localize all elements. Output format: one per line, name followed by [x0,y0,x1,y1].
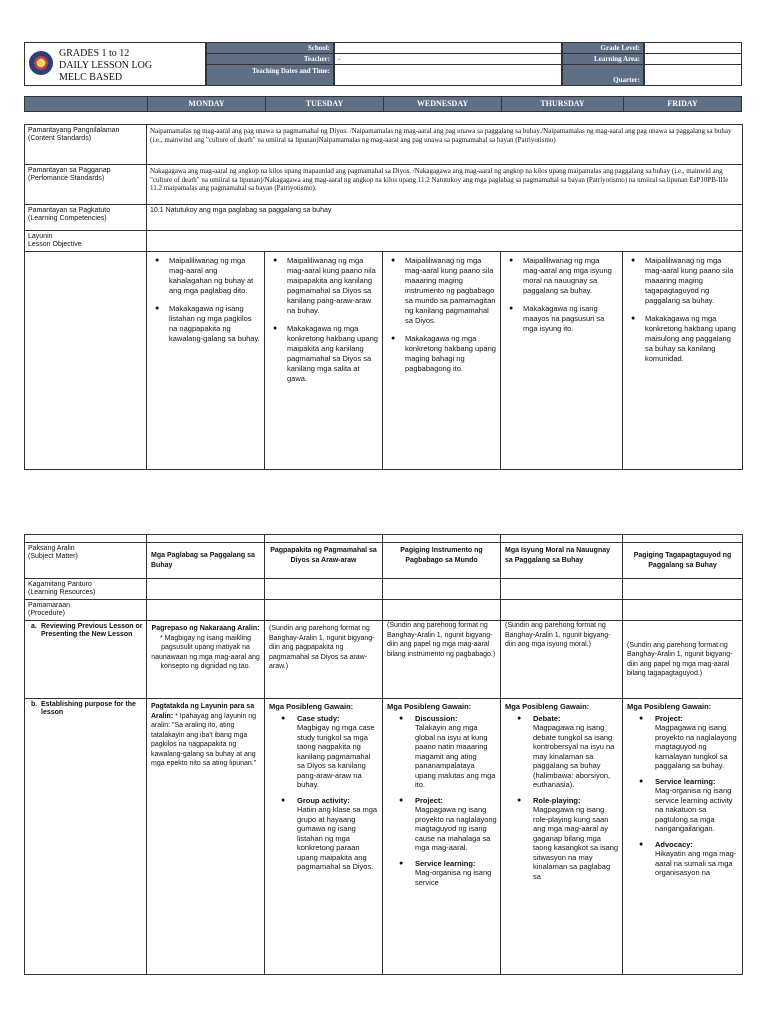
blank-cell [147,535,265,543]
learning-competencies-label [25,205,147,231]
performance-standards-title: Pamantayan sa Pagganap [28,167,111,174]
subject-friday: Pagiging Tagapagtaguyod ng Paggalang sa Buhay [623,543,743,579]
teacher-field[interactable]: - [334,53,562,65]
day-header-bar [24,96,742,112]
quarter-label: Quarter: [562,64,644,86]
day-wednesday: WEDNESDAY [383,97,501,111]
activity-text: Magpagawa ng isang proyekto na naglalayong magtaguyod ng kamalayan tungkol sa paggalang sa buhay. [655,723,737,770]
blank-cell [265,579,383,600]
subject-thursday: Mga Isyung Moral na Nauugnay sa Paggalang sa Buhay [501,543,623,579]
subject-matter-sub: (Subject Matter) [28,553,78,560]
blank-cell [501,579,623,600]
blank-cell [383,579,501,600]
procedure-a-tuesday: (Sundin ang parehong format ng Banghay-Aralin 1, ngunit bigyang-diin ang pagpapakita ng pagmamahal sa Diyos sa araw-araw.) [265,621,383,699]
performance-standards-sub: (Perfomance Standards) [28,175,105,182]
teaching-dates-label: Teaching Dates and Time: [206,64,334,86]
log-title [59,48,152,84]
lesson-objective-label [25,231,147,252]
learning-competencies-text: 10.1 Natutukoy ang mga paglabag sa paggalang sa buhay [147,205,743,231]
teacher-label: Teacher: [206,53,334,65]
activities-heading: Mga Posibleng Gawain: [269,702,354,711]
review-text: * Magbigay ng isang maikling pagsusulit upang matiyak na naunawaan ng mga mag-aaral ang konsepto ng dignidad ng tao. [151,634,260,670]
subject-wednesday: Pagiging Instrumento ng Pagbabago sa Mundo [383,543,501,579]
procedure-a-row [25,621,743,699]
procedure-b-num: b. [31,701,38,708]
lesson-objective-sub: Lesson Objective [28,241,82,248]
day-thursday: THURSDAY [501,97,623,111]
list-item [269,796,379,872]
objective-bullets-row [25,252,743,470]
content-standards-text: Naipamamalas ng mag-aaral ang pag unawa sa pagmamahal ng Diyos. /Naipamamalas ng mag-aaral ang pag unawa sa paggalang sa buhay./Naipamamalas ng mag-aaral ang pag unawa sa paggalang sa buhay (i.e., mainwind ang "culture of death" na umiiral sa lipunan)Naipamamalas ng mag-aaral ang pag unawa sa pagmamahal sa bayan (Patriyotismo) [147,125,743,165]
activity-text: Magpagawa ng isang debate tungkol sa isang kontrobersyal na isyu na may kinalaman sa paggalang sa buhay (halimbawa: aborsiyon, euthanasia). [533,723,615,789]
activity-title: ● Project: [655,713,683,723]
procedure-a-thursday: (Sundin ang parehong format ng Banghay-Aralin 1, ngunit bigyang-diin ang mga isyung moral.) [501,621,623,699]
procedure-b-monday [147,699,265,975]
list-item: ● Makakagawa ng mga konkretong hakbang upang maisulong ang paggalang sa buhay sa kanilang komunidad. [631,314,738,364]
objectives-table [24,124,743,470]
learning-resources-row [25,579,743,600]
objective-bullets-spacer [25,252,147,470]
blank-cell [383,535,501,543]
objective-col-friday [623,252,743,470]
blank-cell [623,600,743,621]
teaching-dates-field[interactable] [334,64,562,86]
log-title-line: MELC BASED [59,72,123,83]
blank-cell [623,535,743,543]
lesson-log-header [24,42,742,86]
activity-title: ● Service learning: [415,858,476,868]
purpose-title: Pagtatakda ng Layunin para sa Aralin: [151,703,255,720]
list-item: ● Makakagawa ng isang maayos na pagsusuri sa mga isyung ito. [509,304,618,334]
list-item [627,714,739,771]
list-item [505,796,619,882]
lesson-objective-title: Layunin [28,233,53,240]
lesson-objective-empty [147,231,743,252]
activity-title: ● Group activity: [297,795,350,805]
procedure-b-row [25,699,743,975]
review-title: Pagrepaso ng Nakaraang Aralin: [151,625,260,632]
activity-title: ● Discussion: [415,713,458,723]
objective-col-thursday [501,252,623,470]
procedure-row [25,600,743,621]
list-item [505,714,619,790]
log-title-line: GRADES 1 to 12 [59,48,130,59]
list-item: ● Maipaliliwanag ng mga mag-aaral ang kahalagahan ng buhay at ang mga paglabag dito. [155,256,260,296]
learning-area-label: Learning Area: [562,53,644,65]
purpose-text: * Ipahayag ang layunin ng aralin: "Sa araling ito, ating tatalakayin ang iba't ibang mga pagkilos na nagpapakita ng kawalang-galang sa buhay at ang mga epekto nito sa ating lipunan." [151,712,257,767]
grade-level-label: Grade Level: [562,42,644,54]
activity-title: ● Advocacy: [655,839,693,849]
lesson-table [24,534,743,975]
activity-title: ● Debate: [533,713,561,723]
deped-logo-box [24,42,206,86]
activity-title: ● Role-playing: [533,795,581,805]
blank-cell [383,600,501,621]
list-item: ● Makakagawa ng mga konkretong hakbang upang maging bahagi ng pagbabagong ito. [391,334,496,374]
blank-cell [501,600,623,621]
list-item [269,714,379,790]
school-label: School: [206,42,334,54]
activity-text: Magbigay ng mga case study tungkol sa mga taong nagpakita ng kanilang pagmamahal sa Diyos sa kanilang pang-araw-araw na buhay. [297,723,375,789]
performance-standards-row [25,165,743,205]
list-item: ● Maipaliliwanag ng mga mag-aaral ang mga isyung moral na nauugnay sa paggalang sa buhay. [509,256,618,296]
list-item [387,714,497,790]
activity-text: Talakayin ang mga global na isyu at kung paano natin maaaring magamit ang ating pananampalataya upang malutas ang mga ito. [415,723,496,789]
procedure-a-text: Reviewing Previous Lesson or Presenting the New Lesson [41,623,143,638]
procedure-b-wednesday [383,699,501,975]
objective-col-tuesday [265,252,383,470]
procedure-b-text: Establishing purpose for the lesson [41,701,136,716]
objective-col-monday [147,252,265,470]
activity-text: Mag-organisa ng isang service learning activity na nakatuon sa pagtulong sa mga nangangailangan. [655,786,733,833]
performance-standards-text: Nakagagawa ang mag-aaral ng angkop na kilos upang mapaunlad ang pagmamahal sa Diyos. /Nakagagawa ang mag-aaral ng angkop na kilos upang maipamalas ang paggalang sa buhay (i.e., mainwid ang "culture of death" na umiiral sa lipunan)/Nakagagawa ang mag-aaral ng angkop na kilos upang 11.2 Natutukoy ang mga paglabag sa pagmamahal sa bayan (Patriyotismo) na umiiral sa lipunan EsP10PB-IIIe 11.2 maipamalas ang pagmamahal sa bayan (Patriyotismo). [147,165,743,205]
objective-col-wednesday [383,252,501,470]
activity-text: Hatiin ang klase sa mga grupo at hayaang gumawa ng isang listahan ng mga konkretong paraan upang maipakita ang pagmamahal sa Diyos. [297,805,378,871]
procedure-b-thursday [501,699,623,975]
subject-matter-title: Paksang Aralin [28,545,75,552]
performance-standards-label [25,165,147,205]
activity-title: ● Case study: [297,713,340,723]
activity-text: Magpagawa ng isang proyekto na naglalayong magtaguyod ng isang cause na mahalaga sa mga mag-aaral. [415,805,497,852]
lesson-top-row [25,535,743,543]
list-item: ● Maipaliliwanag ng mga mag-aaral kung paano sila maaaring maging instrumento ng pagbabago sa mundo sa pamamagitan ng kanilang pagmamahal sa Diyos. [391,256,496,326]
blank-cell [25,535,147,543]
learning-competencies-row [25,205,743,231]
procedure-a-friday: (Sundin ang parehong format ng Banghay-Aralin 1, ngunit bigyang-diin ang papel ng mga mag-aaral bilang tagapagtaguyod.) [623,621,743,699]
subject-matter-row [25,543,743,579]
activities-heading: Mga Posibleng Gawain: [505,702,590,711]
learning-resources-sub: (Learning Resources) [28,589,96,596]
procedure-title: Pamamaraan [28,602,71,609]
list-item [387,859,497,888]
lesson-objective-row [25,231,743,252]
procedure-a-monday [147,621,265,699]
activity-title: ● Service learning: [655,776,716,786]
content-standards-row [25,125,743,165]
list-item: ● Makakagawa ng isang listahan ng mga pagkilos na nagpapakita ng kawalang-galang sa buhay. [155,304,260,344]
list-item [387,796,497,853]
header-fields [206,42,742,86]
blank-cell [623,579,743,600]
activity-title: ● Project: [415,795,443,805]
deped-seal-icon [29,51,53,75]
blank-cell [147,579,265,600]
list-item: ● Maipaliliwanag ng mga mag-aaral kung paano sila maaaring maging tagapagtaguyod ng paggalang sa buhay. [631,256,738,306]
procedure-a-num: a. [31,623,37,630]
list-item [627,777,739,834]
procedure-b-tuesday [265,699,383,975]
activities-heading: Mga Posibleng Gawain: [627,702,712,711]
quarter-field[interactable] [644,64,742,86]
list-item: ● Maipaliliwanag ng mga mag-aaral kung paano nila maipapakita ang kanilang pagmamahal sa Diyos sa kanilang pang-araw-araw na buhay. [273,256,378,316]
procedure-sub: (Procedure) [28,610,65,617]
subject-tuesday: Pagpapakita ng Pagmamahal sa Diyos sa Araw-araw [265,543,383,579]
day-tuesday: TUESDAY [265,97,383,111]
activity-text: Hikayatin ang mga mag-aaral na sumali sa mga organisasyon na [655,849,737,877]
blank-cell [265,535,383,543]
procedure-a-wednesday: (Sundin ang parehong format ng Banghay-Aralin 1, ngunit bigyang-diin ang papel ng mga mag-aaral bilang instrumento ng pagbabago.) [383,621,501,699]
learning-competencies-sub: (Learning Competencies) [28,215,107,222]
procedure-b-label [25,699,147,975]
day-friday: FRIDAY [623,97,741,111]
procedure-a-label [25,621,147,699]
list-item: ● Makakagawa ng mga konkretong hakbang upang maipakita ang kanilang pagmamahal sa Diyos sa kanilang mga salita at gawa. [273,324,378,384]
subject-monday: Mga Paglabag sa Paggalang sa Buhay [147,543,265,579]
learning-resources-label [25,579,147,600]
blank-cell [501,535,623,543]
content-standards-label [25,125,147,165]
activity-text: Magpagawa ng isang role-playing kung saan ang mga mag-aaral ay gaganap bilang mga taong kasangkot sa isang sitwasyon na may kinalaman sa paglabag sa [533,805,619,881]
subject-matter-label [25,543,147,579]
activities-heading: Mga Posibleng Gawain: [387,702,472,711]
day-monday: MONDAY [147,97,265,111]
procedure-b-friday [623,699,743,975]
learning-competencies-title: Pamantayan sa Pagkatuto [28,207,111,214]
learning-resources-title: Kagamitang Panturo [28,581,92,588]
content-standards-sub: (Content Standards) [28,135,92,142]
log-title-line: DAILY LESSON LOG [59,60,153,71]
procedure-label [25,600,147,621]
content-standards-title: Pamantayang Pangnilalaman [28,127,120,134]
activity-text: Mag-organisa ng isang service [415,868,492,887]
list-item [627,840,739,878]
blank-cell [147,600,265,621]
blank-cell [265,600,383,621]
